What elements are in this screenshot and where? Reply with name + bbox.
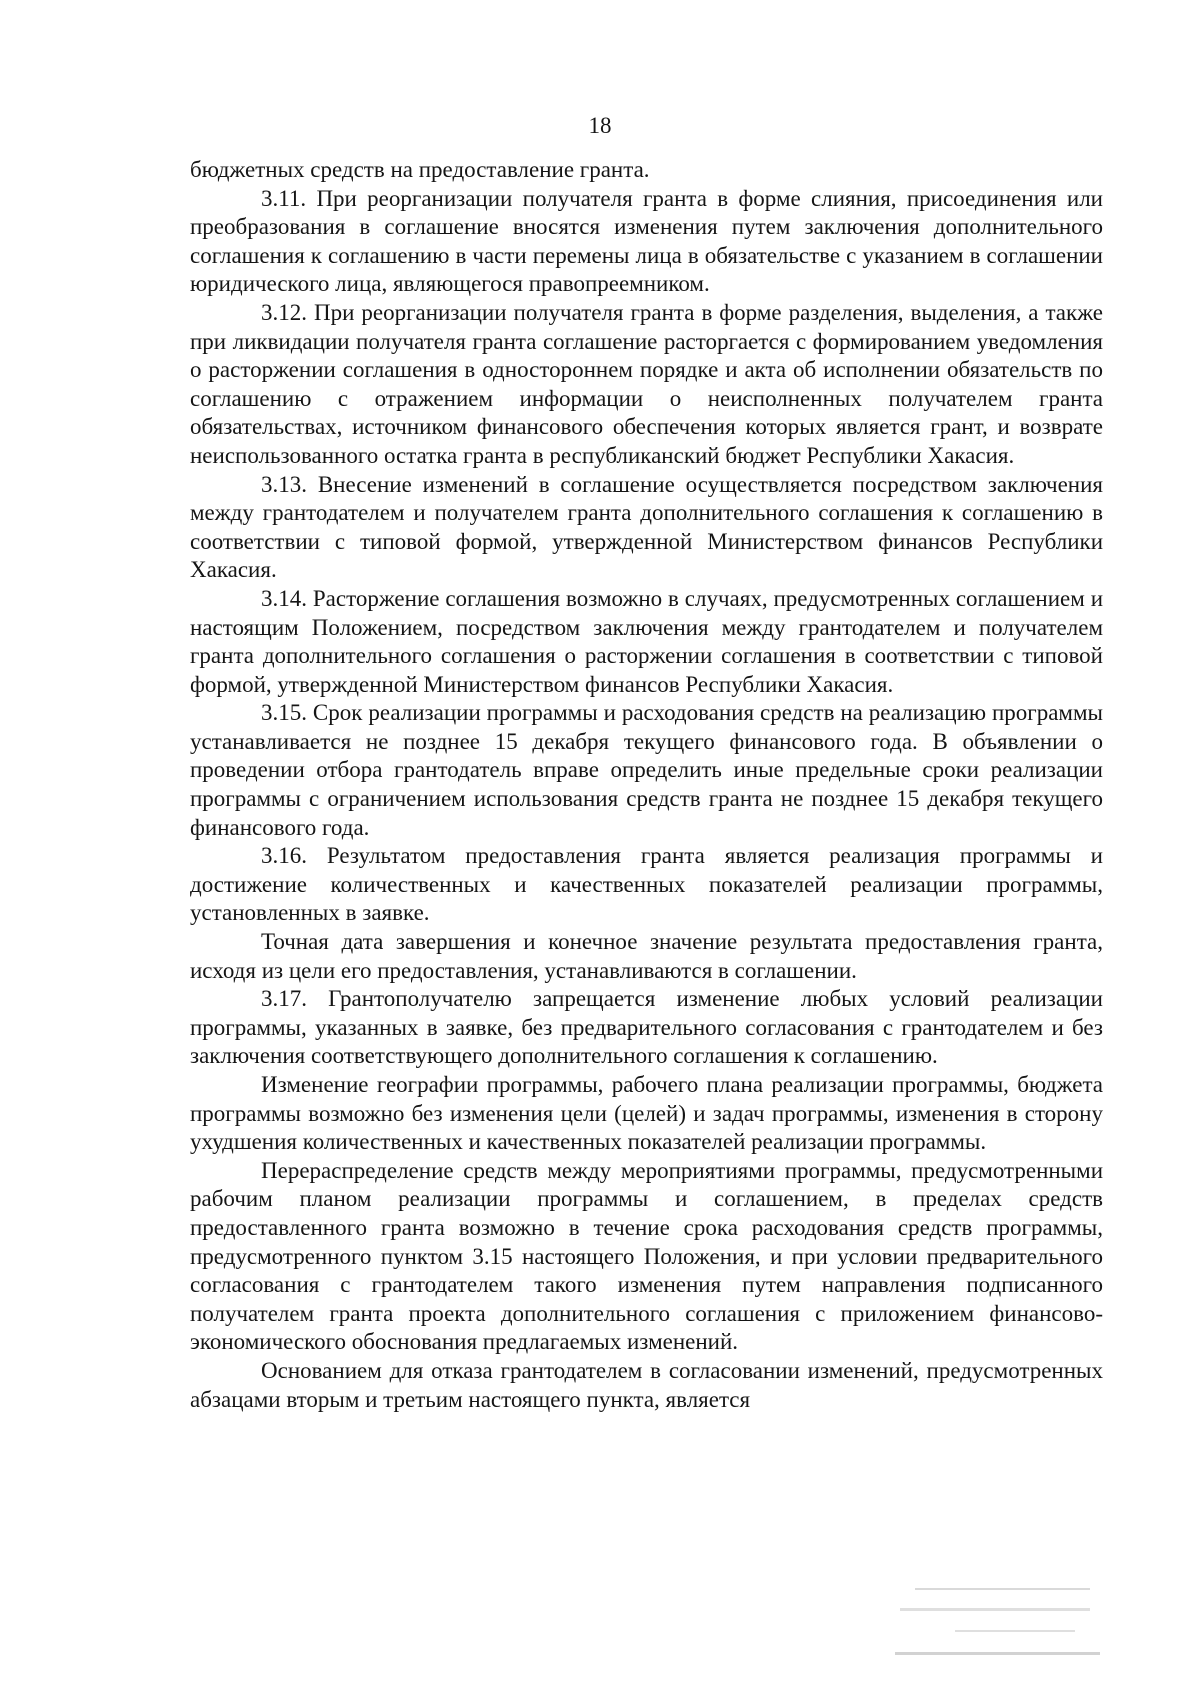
paragraph-3-13: 3.13. Внесение изменений в соглашение осуществляется посредством заключения между грантодателем и получателем гранта дополнительного соглашения к соглашению в соответствии с типовой формой, утвержденной Министерством финансов Республики Хакасия. <box>190 471 1103 583</box>
electronic-signature-stamp <box>895 1578 1115 1668</box>
paragraph-3-11: 3.11. При реорганизации получателя гранта в форме слияния, присоединения или преобразования в соглашение вносятся изменения путем заключения дополнительного соглашения к соглашению в части перемены лица в обязательстве с указанием в соглашении юридического лица, являющегося правопреемником. <box>190 185 1103 297</box>
paragraph-continuation: бюджетных средств на предоставление гранта. <box>190 157 650 182</box>
paragraph-program-changes: Изменение географии программы, рабочего плана реализации программы, бюджета программы возможно без изменения цели (целей) и задач программы, изменения в сторону ухудшения количественных и качественных показателей реализации программы. <box>190 1072 1103 1155</box>
paragraph-refusal-grounds: Основанием для отказа грантодателем в согласовании изменений, предусмотренных абзацами вторым и третьим настоящего пункта, является <box>190 1357 1103 1412</box>
paragraph-3-15: 3.15. Срок реализации программы и расходования средств на реализацию программы устанавливается не позднее 15 декабря текущего финансового года. В объявлении о проведении отбора грантодатель вправе определить иные предельные сроки реализации программы с ограничением использования средств гранта не позднее 15 декабря текущего финансового года. <box>190 700 1103 840</box>
paragraph-3-16: 3.16. Результатом предоставления гранта является реализация программы и достижение количественных и качественных показателей реализации программы, установленных в заявке. <box>190 843 1103 926</box>
paragraph-3-12: 3.12. При реорганизации получателя гранта в форме разделения, выделения, а также при ликвидации получателя гранта соглашение расторгается с формированием уведомления о расторжении соглашения в одностороннем порядке и акта об исполнении обязательств по соглашению с отражением информации о неисполненных получателем гранта обязательствах, источником финансового обеспечения которых является грант, и возврате неиспользованного остатка гранта в республиканский бюджет Республики Хакасия. <box>190 299 1103 468</box>
paragraph-3-14: 3.14. Расторжение соглашения возможно в случаях, предусмотренных соглашением и настоящим Положением, посредством заключения между грантодателем и получателем гранта дополнительного соглашения о расторжении соглашения в соответствии с типовой формой, утвержденной Министерством финансов Республики Хакасия. <box>190 585 1103 697</box>
document-body <box>190 156 1103 1414</box>
paragraph-redistribution: Перераспределение средств между мероприятиями программы, предусмотренными рабочим планом реализации программы и соглашением, в пределах средств предоставленного гранта возможно в течение срока расходования средств программы, предусмотренного пунктом 3.15 настоящего Положения, и при условии предварительного согласования с грантодателем такого изменения путем направления подписанного получателем гранта проекта дополнительного соглашения с приложением финансово-экономического обоснования предлагаемых изменений. <box>190 1157 1103 1355</box>
page-number: 18 <box>588 113 612 138</box>
paragraph-3-17: 3.17. Грантополучателю запрещается изменение любых условий реализации программы, указанных в заявке, без предварительного согласования с грантодателем и без заключения соответствующего дополнительного соглашения к соглашению. <box>190 986 1103 1069</box>
paragraph-result-date: Точная дата завершения и конечное значение результата предоставления гранта, исходя из цели его предоставления, устанавливаются в соглашении. <box>190 929 1103 983</box>
